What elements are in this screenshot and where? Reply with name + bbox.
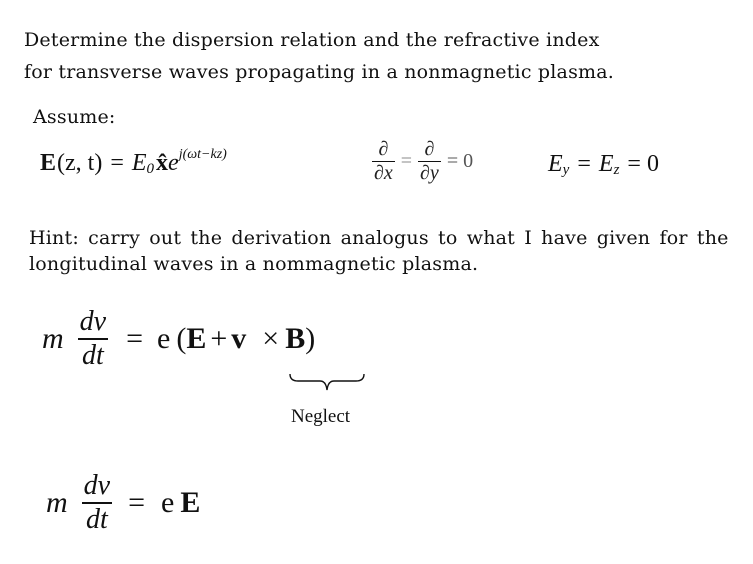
eq1-den: dt [82,339,104,371]
field-args: (z, t) [57,150,103,176]
exponent: j(ωt−kz) [178,146,227,162]
partials-equation [372,138,473,185]
partial-y-den: ∂y [420,162,439,184]
partial-x-fraction [372,138,395,185]
eq2-mass: m [46,485,68,519]
eq2-derivative [82,470,112,536]
field-vector-E: E [40,150,57,176]
exponential-e: e [168,150,179,176]
eq1-plus: + [210,321,228,355]
eq1-times: × [262,321,280,355]
amplitude-subscript: 0 [146,161,155,177]
eq1-E: E [186,321,207,355]
problem-line-1: Determine the dispersion relation and the refractive index [24,29,600,51]
partial-y-fraction [418,138,441,185]
eq1-rparen: ) [305,321,316,355]
equation-reduced [46,470,200,536]
partial-y-num: ∂ [424,138,435,160]
hint-line-2: longitudinal waves in a nommagnetic plasma. [29,253,479,275]
partials-equals-zero: = 0 [446,150,474,172]
hint-line-1: Hint: carry out the derivation analogus to what I have given for the [29,227,729,249]
assume-label: Assume: [33,106,116,128]
partials-equals-1: = [400,150,413,172]
equation-lorentz-force [42,306,315,372]
Ez-base: E [598,151,614,177]
partial-x-den: ∂x [374,162,393,184]
amplitude-E: E [131,150,147,176]
components-equals-1: = [577,151,591,177]
problem-line-2: for transverse waves propagating in a nonmagnetic plasma. [24,61,615,83]
components-equals-zero: = 0 [627,151,659,177]
eq1-lparen: ( [176,321,187,355]
eq1-equals: = [126,321,144,355]
eq1-charge: e [157,321,171,355]
partial-x-num: ∂ [378,138,389,160]
eq1-num: dv [79,306,107,337]
eq2-E: E [180,485,201,519]
eq1-B: B [285,321,306,355]
field-equals: = [110,150,124,176]
eq1-derivative [78,306,108,372]
eq1-v: v [231,321,247,355]
underbrace-icon [288,372,366,394]
eq2-den: dt [86,503,108,535]
eq2-charge: e [161,485,175,519]
eq2-num: dv [83,470,111,501]
eq2-equals: = [128,485,146,519]
components-equation [548,151,659,178]
neglect-label: Neglect [291,406,351,427]
unit-vector-x: x̂ [156,150,169,176]
Ey-subscript: y [562,162,570,178]
eq1-mass: m [42,321,64,355]
Ey-base: E [548,151,563,177]
field-equation [40,146,227,177]
Ez-subscript: z [613,162,620,178]
